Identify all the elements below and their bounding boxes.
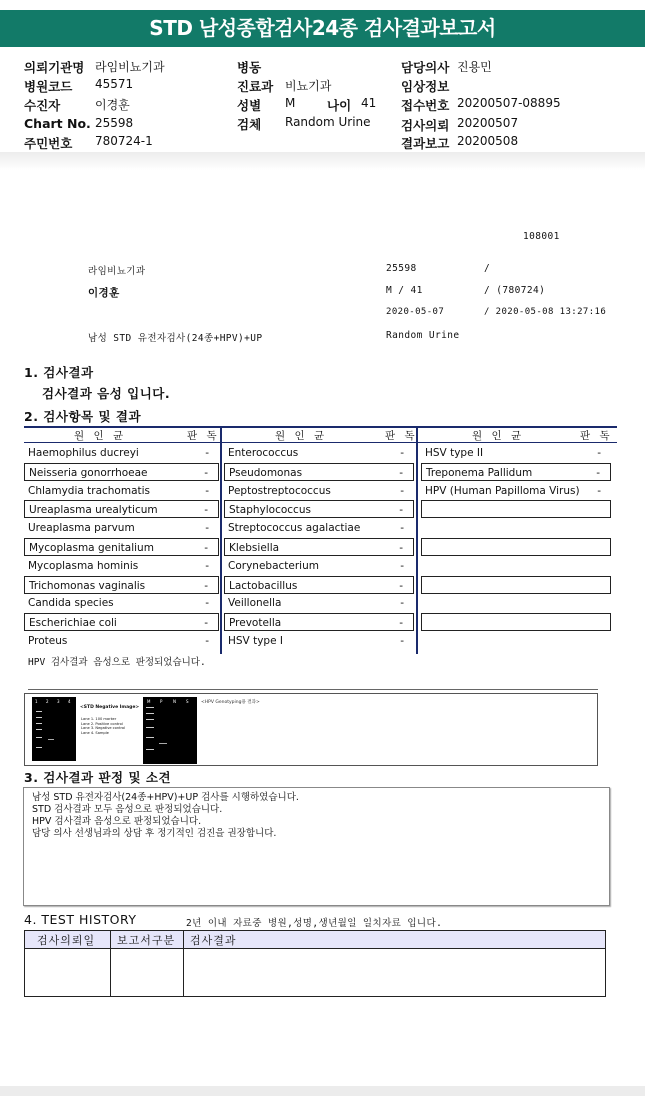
- header-label: 병원코드: [24, 79, 73, 94]
- judgement-value: -: [400, 522, 404, 535]
- summary-chart: 25598: [386, 263, 417, 274]
- judgement-value: -: [205, 522, 209, 535]
- judgement-value: -: [400, 484, 404, 497]
- summary-specimen: Random Urine: [386, 330, 460, 341]
- summary-datetime: / 2020-05-08 13:27:16: [484, 307, 607, 317]
- header-label: Chart No.: [24, 116, 91, 131]
- std-gel-film: [32, 697, 76, 761]
- summary-sex-age: M / 41: [386, 285, 423, 296]
- header-value: 진용민: [457, 60, 492, 74]
- age-label: 나이: [327, 98, 352, 113]
- column-header-judgement: 판 독: [385, 430, 418, 442]
- pathogen-name: Mycoplasma genitalium: [29, 542, 154, 554]
- gel-lane-label: M: [147, 699, 151, 704]
- result-row: [24, 538, 219, 556]
- report-title: STD 남성종합검사24종 검사결과보고서: [0, 10, 645, 47]
- section2-heading: 2. 검사항목 및 결과: [24, 409, 142, 424]
- pathogen-name: Prevotella: [229, 617, 282, 630]
- result-row: [421, 444, 611, 462]
- pathogen-name: Pseudomonas: [229, 466, 303, 479]
- pathogen-name: Staphylococcus: [229, 504, 311, 517]
- header-value: 780724-1: [95, 134, 153, 148]
- pathogen-name: Trichomonas vaginalis: [29, 579, 146, 592]
- opinion-box: [23, 787, 610, 906]
- header-value: 25598: [95, 116, 134, 130]
- gel-lane-label: 4: [68, 699, 71, 704]
- judgement-value: -: [400, 635, 404, 647]
- gel-legend-item: Lane 4. Sample: [81, 730, 109, 735]
- column-header-judgement: 판 독: [187, 430, 220, 442]
- pathogen-name: Neisseria gonorrhoeae: [29, 466, 148, 479]
- pathogen-name: Veillonella: [228, 597, 282, 610]
- result-row: [24, 594, 219, 612]
- pathogen-name: Escherichiae coli: [29, 617, 117, 630]
- pathogen-name: Lactobacillus: [229, 579, 298, 592]
- header-label: 검체: [237, 117, 262, 132]
- pathogen-name: Candida species: [28, 597, 114, 610]
- gel-legend-item: Lane 2. Positive control: [81, 721, 123, 726]
- result-row: [224, 500, 414, 518]
- pathogen-name: Peptostreptococcus: [228, 484, 331, 497]
- opinion-line: 남성 STD 유전자검사(24종+HPV)+UP 검사를 시행하였습니다.: [32, 792, 299, 803]
- summary-test-name: 남성 STD 유전자검사(24종+HPV)+UP: [88, 333, 263, 344]
- result-row: [224, 519, 414, 537]
- pathogen-name: Proteus: [28, 635, 68, 647]
- result-row: [421, 594, 611, 612]
- result-row: [224, 444, 414, 462]
- page-footer-band: [0, 1086, 645, 1096]
- header-value: 20200507: [457, 116, 519, 130]
- judgement-value: -: [400, 559, 404, 572]
- pathogen-name: Treponema Pallidum: [426, 466, 533, 479]
- header-label: 임상정보: [401, 79, 450, 94]
- history-cell: [111, 949, 184, 997]
- history-col-header: 보고서구분: [111, 931, 184, 949]
- hpv-gel-film: [143, 697, 197, 764]
- judgement-value: -: [205, 447, 209, 459]
- result-row: [24, 500, 219, 518]
- judgement-value: -: [205, 559, 209, 572]
- result-row: [224, 632, 414, 650]
- gel-top-rule: [28, 689, 598, 690]
- result-row: [421, 557, 611, 575]
- header-value: M: [285, 96, 296, 110]
- header-value: Random Urine: [285, 115, 371, 129]
- header-label: 수진자: [24, 98, 61, 113]
- result-row: [224, 613, 414, 631]
- section1-heading: 1. 검사결과: [24, 365, 94, 380]
- gel-legend-item: Lane 3. Negative control: [81, 726, 126, 731]
- history-cell: [184, 949, 606, 997]
- header-label: 검사의뢰: [401, 118, 450, 133]
- result-row: [421, 519, 611, 537]
- pathogen-name: Ureaplasma urealyticum: [29, 504, 158, 517]
- section1-result: 검사결과 음성 입니다.: [42, 386, 171, 401]
- pathogen-name: Ureaplasma parvum: [28, 522, 135, 535]
- section3-heading: 3. 검사결과 판정 및 소견: [24, 770, 172, 785]
- gel-lane-label: S: [186, 699, 189, 704]
- header-label: 담당의사: [401, 60, 450, 75]
- result-row: [224, 538, 414, 556]
- judgement-value: -: [399, 617, 403, 630]
- pathogen-name: Mycoplasma hominis: [28, 559, 139, 572]
- summary-patient: 이경훈: [88, 287, 120, 299]
- result-row: [224, 594, 414, 612]
- gel-image-frame: [24, 693, 598, 766]
- judgement-value: -: [399, 466, 403, 479]
- header-value: 20200507-08895: [457, 96, 561, 110]
- hpv-gel-title: <HPV Genotyping용 결과>: [201, 700, 260, 705]
- judgement-value: -: [204, 579, 208, 592]
- pathogen-name: Chlamydia trachomatis: [28, 484, 151, 497]
- gel-lane-label: 3: [57, 699, 60, 704]
- column-header-pathogen: 원 인 균: [74, 430, 127, 442]
- result-row: [24, 632, 219, 650]
- column-divider: [416, 426, 418, 654]
- header-label: 진료과: [237, 79, 274, 94]
- pathogen-name: HSV type II: [425, 447, 484, 459]
- result-row: [224, 482, 414, 500]
- hpv-note: HPV 검사결과 음성으로 판정되었습니다.: [28, 657, 206, 668]
- history-table: [24, 930, 606, 997]
- result-row: [421, 576, 611, 594]
- pathogen-name: Klebsiella: [229, 542, 280, 554]
- header-label: 접수번호: [401, 98, 450, 113]
- opinion-line: STD 검사결과 모두 음성으로 판정되었습니다.: [32, 804, 223, 815]
- judgement-value: -: [400, 597, 404, 610]
- gel-lane-label: N: [173, 699, 176, 704]
- column-header-pathogen: 원 인 균: [472, 430, 525, 442]
- opinion-line: HPV 검사결과 음성으로 판정되었습니다.: [32, 816, 202, 827]
- summary-rrn: / (780724): [484, 285, 546, 296]
- gel-legend-item: Lane 1. 100 marker: [81, 717, 117, 721]
- column-divider: [220, 426, 222, 654]
- pathogen-name: Corynebacterium: [228, 559, 319, 572]
- header-label: 의뢰기관명: [24, 60, 85, 75]
- header-value: 45571: [95, 77, 134, 91]
- pathogen-name: Enterococcus: [228, 447, 299, 459]
- judgement-value: -: [597, 447, 601, 459]
- history-col-header: 검사의뢰일: [25, 931, 111, 949]
- judgement-value: -: [399, 542, 403, 554]
- summary-clinic: 라임비뇨기과: [88, 266, 146, 277]
- judgement-value: -: [400, 447, 404, 459]
- result-row: [24, 519, 219, 537]
- result-row: [421, 463, 611, 481]
- std-gel-title: <STD Negative Image>: [80, 705, 140, 710]
- judgement-value: -: [205, 484, 209, 497]
- judgement-value: -: [205, 635, 209, 647]
- judgement-value: -: [597, 484, 601, 497]
- header-label: 성별: [237, 98, 262, 113]
- judgement-value: -: [204, 466, 208, 479]
- header-separator: [0, 152, 645, 170]
- header-value: 20200508: [457, 134, 519, 148]
- header-value: 라임비뇨기과: [95, 60, 165, 74]
- summary-code: 108001: [523, 231, 560, 242]
- result-row: [24, 444, 219, 462]
- result-row: [421, 482, 611, 500]
- std-gel-legend: [77, 697, 143, 761]
- gel-lane-label: 2: [46, 699, 49, 704]
- judgement-value: -: [399, 504, 403, 517]
- section4-heading: 4. TEST HISTORY: [24, 912, 137, 927]
- judgement-value: -: [399, 579, 403, 592]
- header-label: 주민번호: [24, 136, 73, 151]
- header-label: 결과보고: [401, 136, 450, 151]
- pathogen-name: Streptococcus agalactiae: [228, 522, 361, 535]
- result-row: [224, 557, 414, 575]
- result-row: [24, 463, 219, 481]
- judgement-value: -: [204, 504, 208, 517]
- judgement-value: -: [204, 617, 208, 630]
- gel-lane-label: 1: [35, 699, 38, 704]
- result-row: [224, 576, 414, 594]
- pathogen-name: HPV (Human Papilloma Virus): [425, 484, 580, 497]
- result-row: [421, 500, 611, 518]
- judgement-value: -: [205, 597, 209, 610]
- result-row: [24, 482, 219, 500]
- history-note: 2년 이내 자료중 병원,성명,생년월일 일치자료 입니다.: [186, 918, 443, 929]
- opinion-line: 담당 의사 선생님과의 상담 후 정기적인 검진을 권장합니다.: [32, 828, 277, 839]
- column-header-pathogen: 원 인 균: [275, 430, 328, 442]
- history-cell: [25, 949, 111, 997]
- history-col-header: 검사결과: [184, 931, 606, 949]
- header-value: 이경훈: [95, 98, 130, 112]
- header-value: 비뇨기과: [285, 79, 332, 93]
- summary-slash: /: [484, 263, 491, 274]
- judgement-value: -: [204, 542, 208, 554]
- result-row: [421, 632, 611, 650]
- summary-date: 2020-05-07: [386, 307, 445, 317]
- age-value: 41: [361, 96, 377, 110]
- result-row: [421, 613, 611, 631]
- pathogen-name: HSV type I: [228, 635, 283, 647]
- result-row: [24, 557, 219, 575]
- judgement-value: -: [596, 466, 600, 479]
- header-label: 병동: [237, 60, 262, 75]
- result-row: [224, 463, 414, 481]
- gel-lane-label: P: [160, 699, 163, 704]
- result-row: [421, 538, 611, 556]
- result-row: [24, 576, 219, 594]
- pathogen-name: Haemophilus ducreyi: [28, 447, 139, 459]
- result-row: [24, 613, 219, 631]
- column-header-judgement: 판 독: [580, 430, 613, 442]
